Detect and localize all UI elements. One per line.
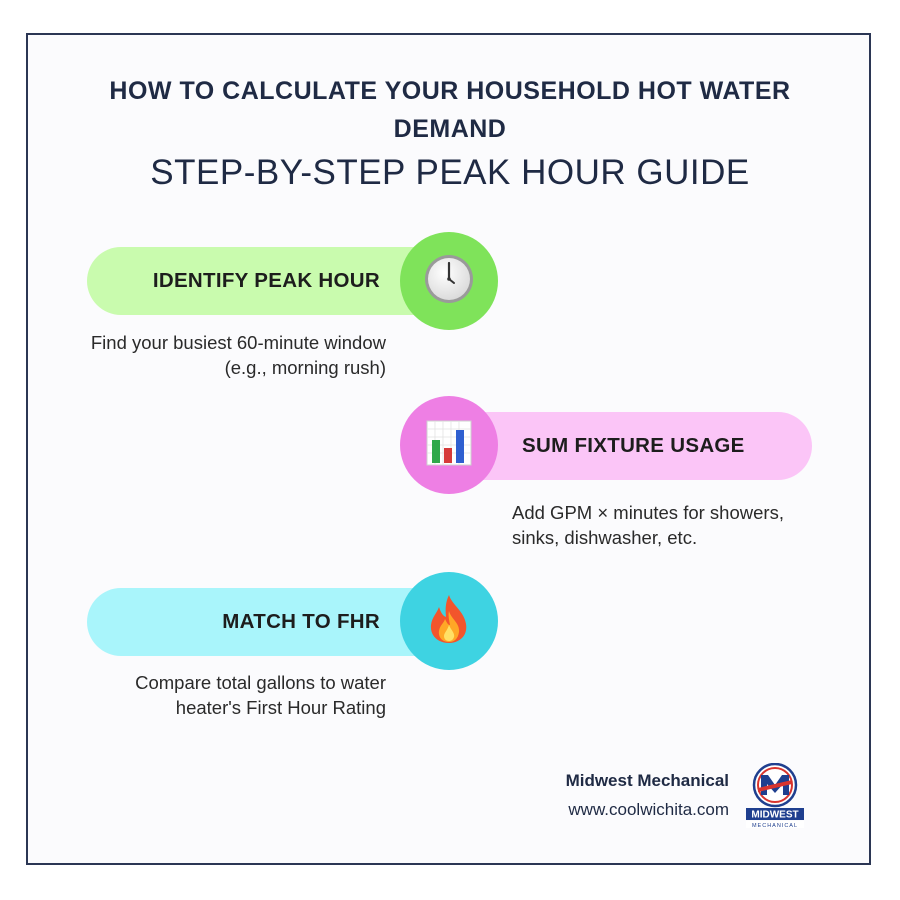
step-3-label: MATCH TO FHR [222,610,380,633]
step-2-circle [400,396,498,494]
company-name: Midwest Mechanical [565,771,729,790]
step-3-description: Compare total gallons to water heater's First Hour Rating [135,672,386,718]
page-subtitle: STEP-BY-STEP PEAK HOUR GUIDE [150,153,750,192]
step-1-label: IDENTIFY PEAK HOUR [152,269,380,292]
step-3-circle [400,572,498,670]
logo-text: MIDWEST [751,809,799,821]
fire-icon [426,593,472,650]
logo-subtext: MECHANICAL [751,823,799,829]
step-2-description: Add GPM × minutes for showers, sinks, dishwasher, etc. [512,502,784,548]
page-title: HOW TO CALCULATE YOUR HOUSEHOLD HOT WATER DEMAND [109,77,791,143]
step-1-circle [400,232,498,330]
step-1-description: Find your busiest 60-minute window (e.g., morning rush) [90,332,386,378]
company-logo [744,763,806,829]
company-website[interactable]: www.coolwichita.com [568,800,729,819]
step-2-label: SUM FIXTURE USAGE [522,434,745,457]
bar-chart-icon [424,418,474,473]
clock-icon [423,253,475,310]
